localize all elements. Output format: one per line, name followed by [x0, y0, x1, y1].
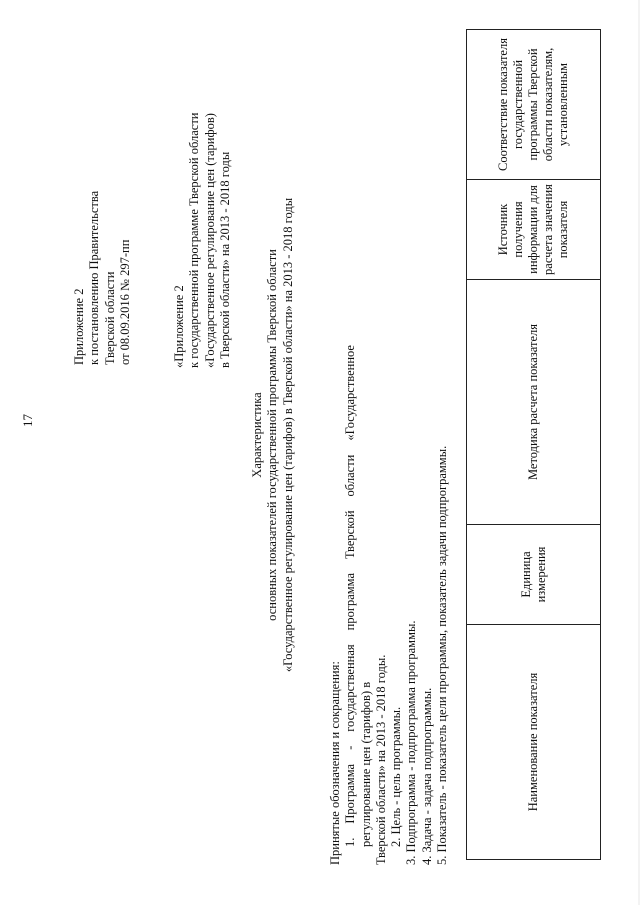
approval-stamp	[72, 25, 133, 365]
title-line: Характеристика	[250, 392, 264, 478]
abbreviations-heading: Принятые обозначения и сокращения:	[328, 661, 342, 865]
abbreviation-item: 1. Программа - государственная программа Тверской области «Государственное регулирование цен (тарифов) в	[343, 345, 373, 847]
indicators-table	[466, 30, 601, 860]
appendix-line: в Тверской области» на 2013 - 2018 годы	[217, 151, 232, 368]
title-line: «Государственное регулирование цен (тарифов) в Тверской области» на 2013 - 2018 годы	[280, 197, 295, 673]
abbreviation-item: 5. Показатель - показатель цели программы, показатель задачи подпрограммы.	[434, 445, 449, 865]
abbreviation-item: 4. Задача - задача подпрограммы.	[419, 687, 434, 865]
column-header: Методика расчета показателя	[467, 280, 601, 525]
column-header: Единица измерения	[467, 525, 601, 625]
abbreviation-item: 3. Подпрограмма - подпрограмма программы.	[404, 620, 419, 865]
column-header: Наименование показателя	[467, 625, 601, 860]
approval-line: к постановлению Правительства	[87, 190, 102, 365]
appendix-line: к государственной программе Тверской области	[187, 112, 202, 368]
approval-line: Тверской области	[102, 271, 117, 365]
approval-line: Приложение 2	[72, 288, 86, 365]
column-header: Соответствие показателя государственной программы Тверской области показателям, установленным	[467, 30, 601, 180]
abbreviation-item: 2. Цель - цель программы.	[389, 706, 403, 847]
appendix-line: «Приложение 2	[172, 285, 186, 368]
page-number: 17	[20, 414, 35, 427]
document-title	[250, 185, 296, 685]
appendix-line: «Государственное регулирование цен (тарифов)	[202, 113, 217, 368]
approval-line: от 08.09.2016 № 297-пп	[117, 239, 132, 365]
title-line: основных показателей государственной программы Тверской области	[265, 249, 280, 621]
abbreviations-section	[328, 345, 450, 865]
column-header: Источник получения информации для расчета значения показателя	[467, 180, 601, 280]
abbreviation-item-cont: Тверской области» на 2013 - 2018 годы.	[373, 654, 388, 865]
program-appendix-note	[172, 38, 233, 368]
